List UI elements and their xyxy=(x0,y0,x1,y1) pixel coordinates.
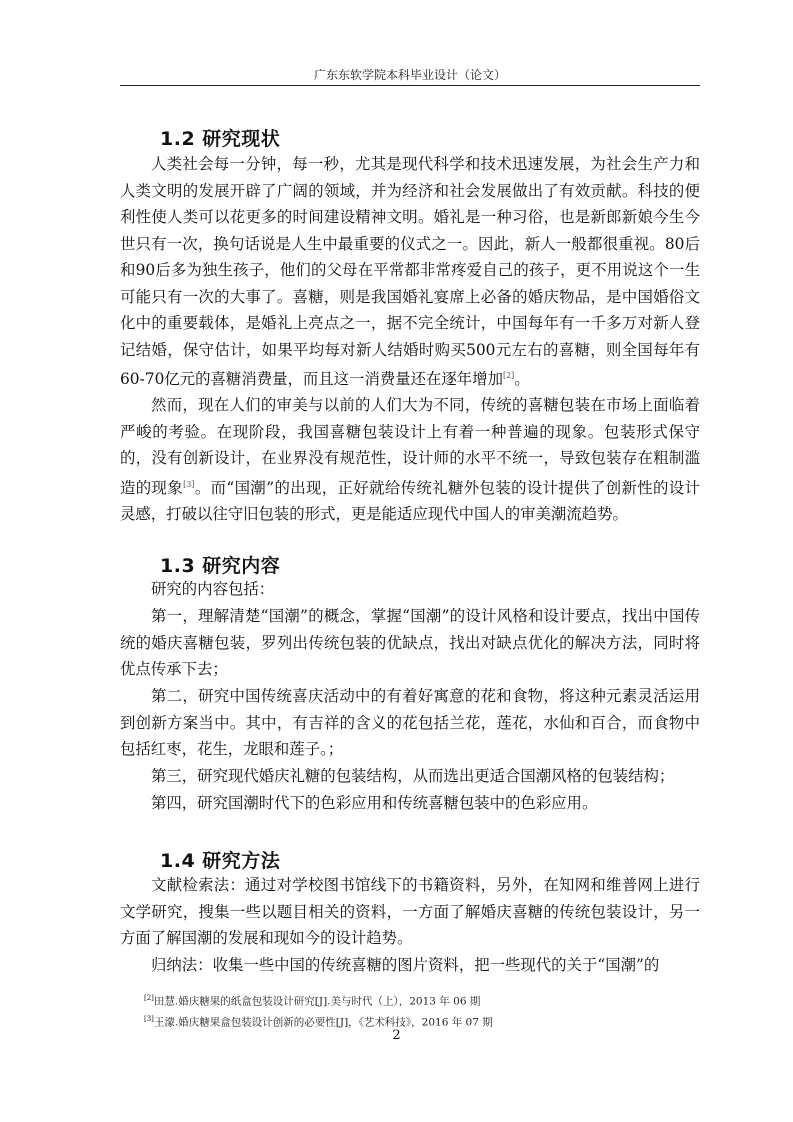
paragraph: 第二，研究中国传统喜庆活动中的有着好寓意的花和食物，将这种元素灵活运用到创新方案当中。其中，有吉祥的含义的花包括兰花，莲花，水仙和百合，而食物中包括红枣，花生，龙眼和莲子。； xyxy=(120,687,700,758)
paragraph-text: 然而，现在人们的审美与以前的人们大为不同，传统的喜糖包装在市场上面临着严峻的考验。在现阶段，我国喜糖包装设计上有着一种普遍的现象。包装形式保守的，没有创新设计，在业界没有规范性，设计师的水平不统一，导致包装存在粗制滥造的现象 xyxy=(120,396,700,497)
footnote xyxy=(144,990,704,1011)
header-title: 广东东软学院本科毕业设计（论文） xyxy=(313,68,506,82)
paragraph-text-tail: 。而“国潮”的出现，正好就给传统礼糖外包装的设计提供了创新性的设计灵感，打破以往守旧包装的形式，更是能适应现代中国人的审美潮流趋势。 xyxy=(120,478,700,524)
paragraph: 归纳法：收集一些中国的传统喜糖的图片资料，把一些现代的关于“国潮”的 xyxy=(151,956,660,974)
section-heading-1-2: 1.2 研究现状 xyxy=(160,128,281,150)
header-rule xyxy=(120,85,700,86)
paragraph: 第一，理解清楚“国潮”的概念，掌握“国潮”的设计风格和设计要点，找出中国传统的婚庆喜糖包装，罗列出传统包装的优缺点，找出对缺点优化的解决方法，同时将优点传承下去； xyxy=(120,607,700,678)
section-heading-1-4: 1.4 研究方法 xyxy=(160,850,281,872)
section-heading-1-3: 1.3 研究内容 xyxy=(160,555,281,577)
paragraph-text: 人类社会每一分钟，每一秒，尤其是现代科学和技术迅速发展，为社会生产力和人类文明的发展开辟了广阔的领域，并为经济和社会发展做出了有效贡献。科技的便利性使人类可以花更多的时间建设精神文明。婚礼是一种习俗，也是新郎新娘今生今世只有一次，换句话说是人生中最重要的仪式之一。因此，新人一般都很重视。80后和90后多为独生孩子，他们的父母在平常都非常疼爱自己的孩子，更不用说这个一生可能只有一次的大事了。喜糖，则是我国婚礼宴席上必备的婚庆物品，是中国婚俗文化中的重要载体，是婚礼上亮点之一，据不完全统计，中国每年有一千多万对新人登记结婚，保守估计，如果平均每对新人结婚时购买500元左右的喜糖，则全国每年有60-70亿元的喜糖消费量，而且这一消费量还在逐年增加 xyxy=(120,155,700,389)
paragraph: 文献检索法：通过对学校图书馆线下的书籍资料，另外，在知网和维普网上进行文学研究，搜集一些以题目相关的资料，一方面了解婚庆喜糖的传统包装设计，另一方面了解国潮的发展和现如今的设计趋势。 xyxy=(120,876,700,947)
footnotes xyxy=(144,990,704,1031)
footnote-mark: [3] xyxy=(144,1014,154,1023)
citation-mark: [3] xyxy=(183,479,195,489)
footnote-text: 王濛.婚庆糖果盒包装设计创新的必要性[J]，《艺术科技》，2016 年 07 期 xyxy=(153,1016,493,1028)
page-number: 2 xyxy=(392,1028,401,1043)
paragraph: 第四，研究国潮时代下的色彩应用和传统喜糖包装中的色彩应用。 xyxy=(151,794,598,812)
citation-mark: [2] xyxy=(502,371,515,380)
paragraph xyxy=(120,151,700,393)
footnote-text: 田慧.婚庆糖果的纸盒包装设计研究[J].美与时代（上），2013 年 06 期 xyxy=(153,995,481,1008)
paragraph: 研究的内容包括： xyxy=(151,580,275,598)
paragraph xyxy=(120,392,700,528)
paragraph: 第三，研究现代婚庆礼糖的包装结构，从而选出更适合国潮风格的包装结构； xyxy=(151,767,675,785)
paragraph-text-tail: 。 xyxy=(514,370,530,389)
footnote-mark: [2] xyxy=(144,994,154,1002)
